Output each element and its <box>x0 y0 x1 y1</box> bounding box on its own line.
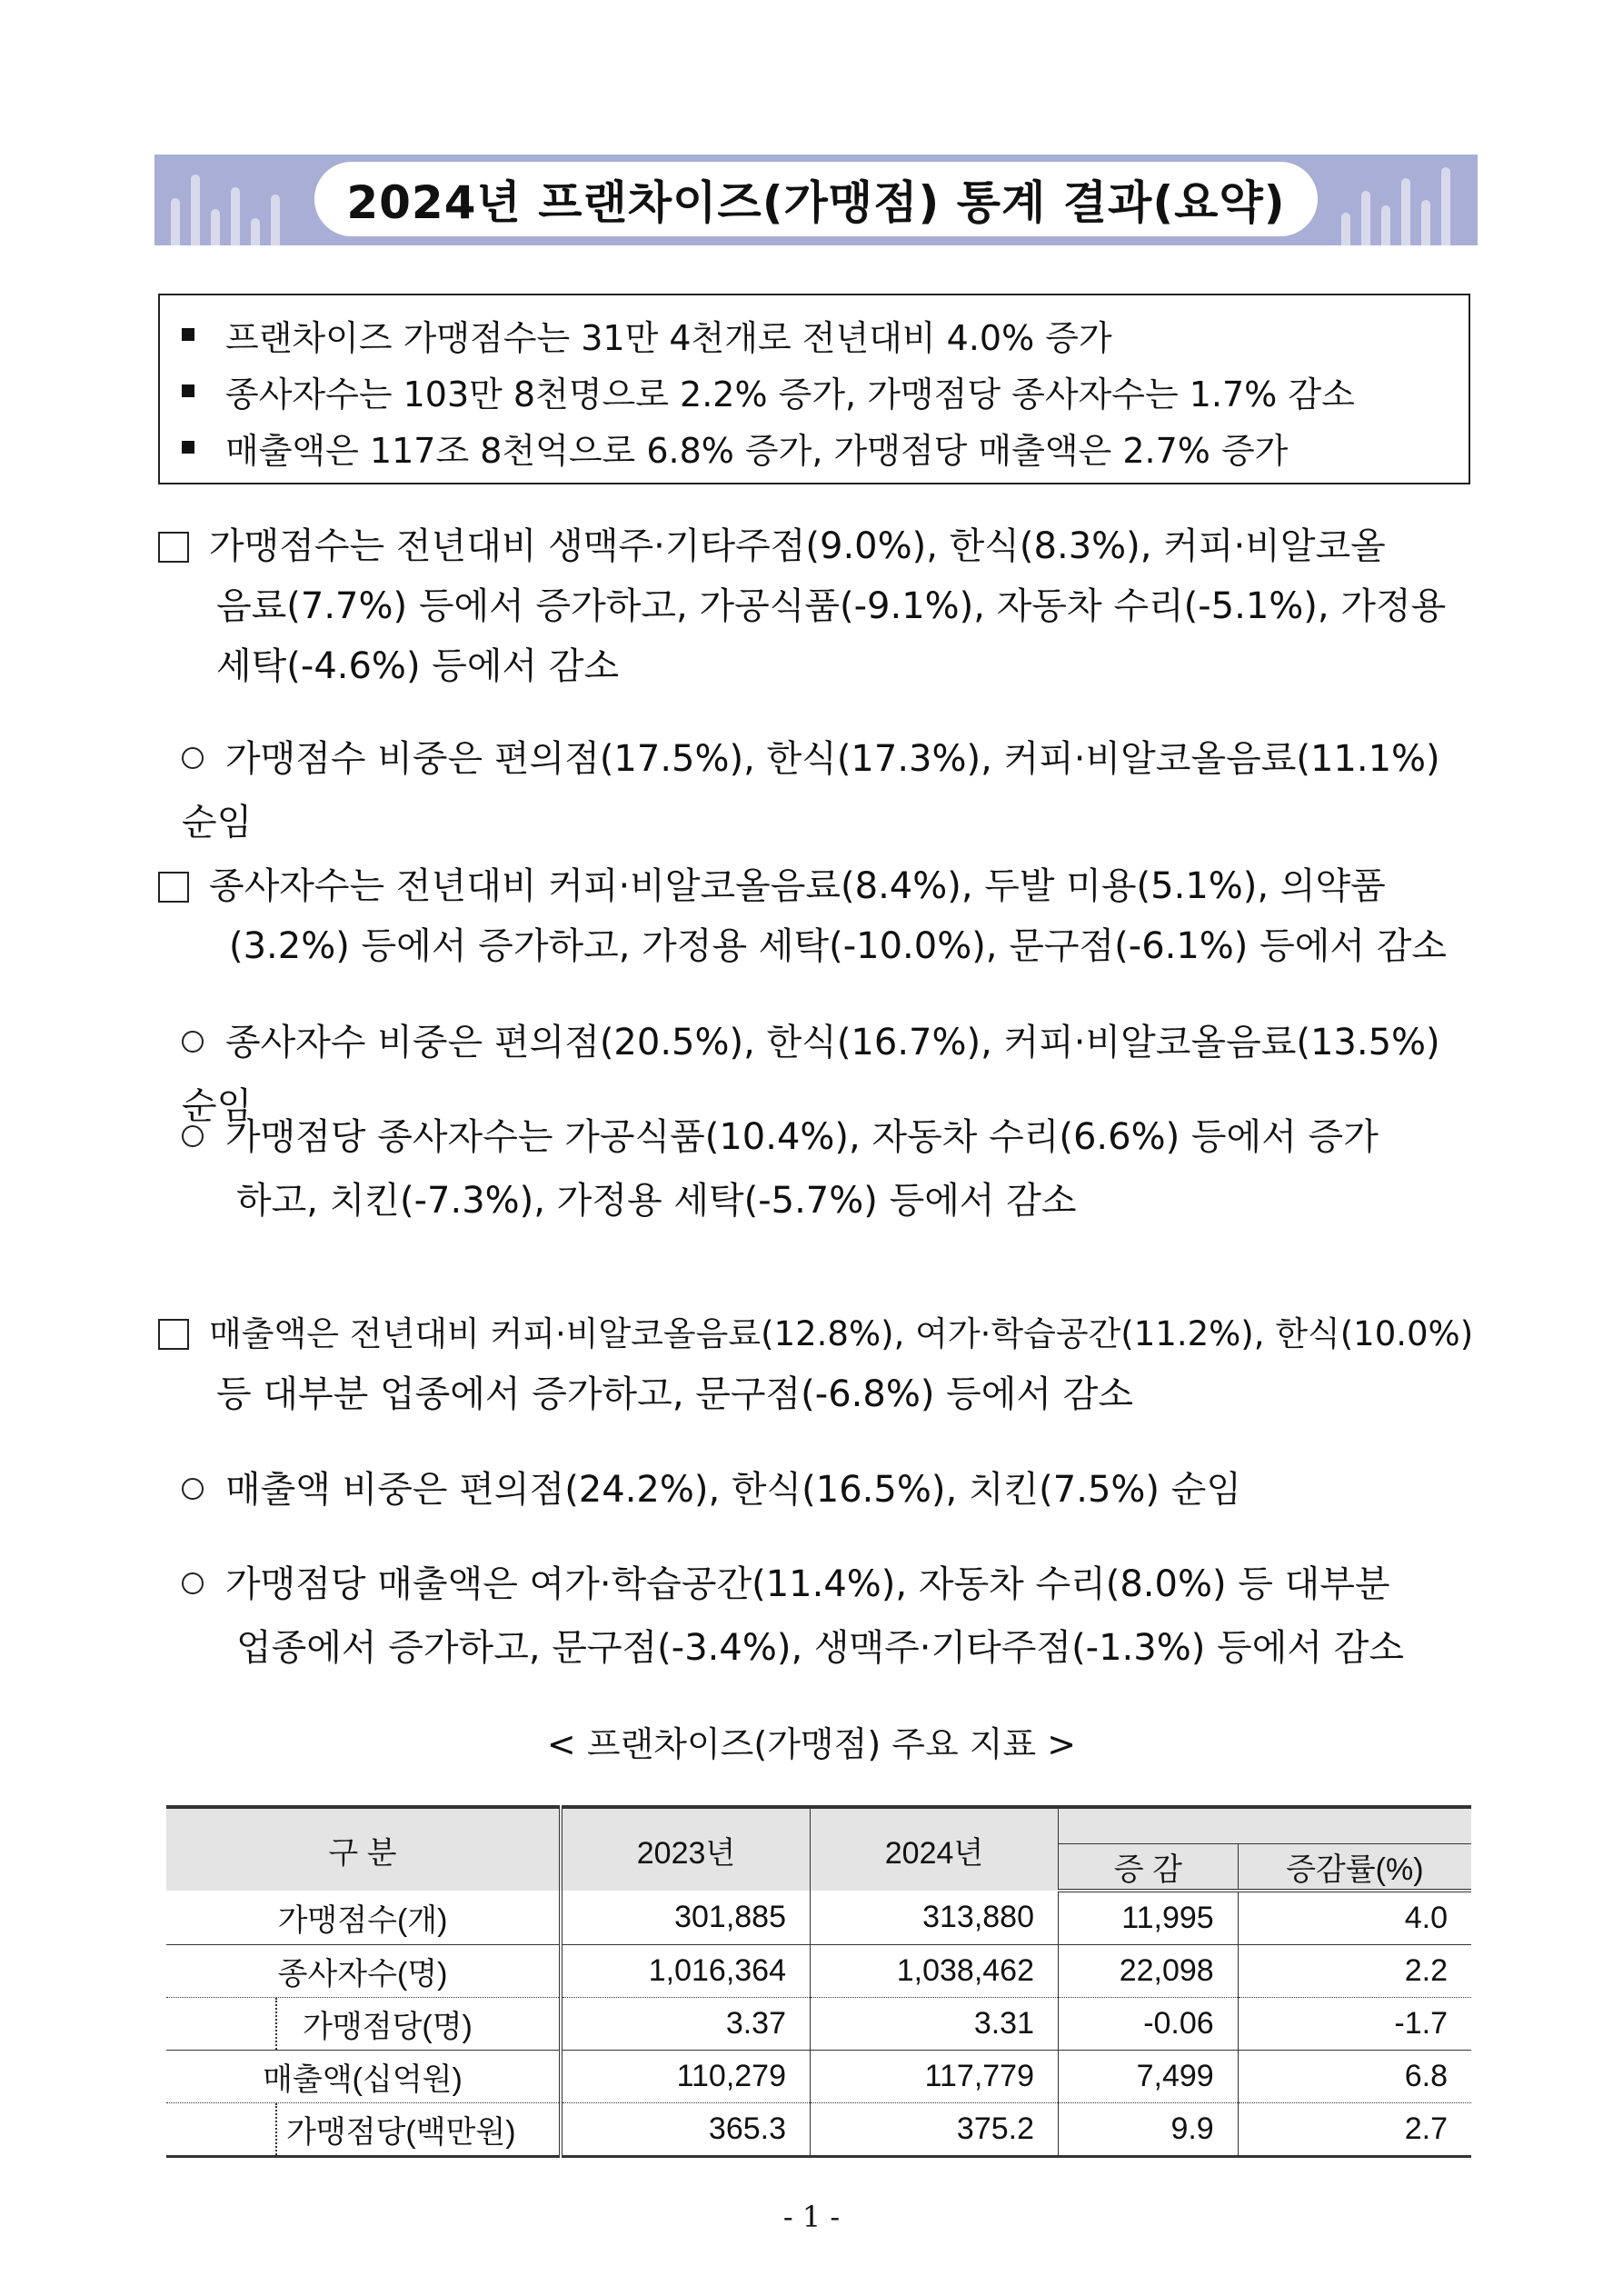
circle-bullet-icon <box>182 1572 204 1594</box>
checkbox-square-icon <box>158 1319 189 1350</box>
title-pill <box>314 162 1318 236</box>
header-change: 증 감 <box>1059 1844 1239 1892</box>
section-3-paragraph: 매출액은 전년대비 커피·비알코올음료(12.8%), 여가·학습공간(11.2%), 한식(10.0%) 등 대부분 업종에서 증가하고, 문구점(-6.8%) 등에서 감소 <box>158 1303 1476 1424</box>
table-row: 가맹점수(개) 301,885 313,880 11,995 4.0 <box>166 1891 1471 1945</box>
section-2-sub-2: 가맹점당 종사자수는 가공식품(10.4%), 자동차 수리(6.6%) 등에서 증가 하고, 치킨(-7.3%), 가정용 세탁(-5.7%) 등에서 감소 <box>182 1105 1476 1233</box>
section-1-paragraph: 가맹점수는 전년대비 생맥주·기타주점(9.0%), 한식(8.3%), 커피·비알코올 음료(7.7%) 등에서 증가하고, 가공식품(-9.1%), 자동차 수리(-5.1%), 가정용 세탁(-4.6%) 등에서 감소 <box>158 516 1476 696</box>
circle-bullet-icon <box>182 747 204 769</box>
header-2024: 2024년 <box>811 1807 1059 1891</box>
indicator-table <box>166 1805 1471 2158</box>
circle-bullet-icon <box>182 1125 204 1147</box>
summary-item: 종사자수는 103만 8천명으로 2.2% 증가, 가맹점당 종사자수는 1.7% 감소 <box>182 363 1469 419</box>
header-change-rate: 증감률(%) <box>1238 1844 1471 1892</box>
section-2-sub-1: 종사자수 비중은 편의점(20.5%), 한식(16.7%), 커피·비알코올음료(13.5%) 순임 <box>182 1022 1440 1127</box>
table-row: 가맹점당(백만원) 365.3 375.2 9.9 2.7 <box>166 2103 1471 2157</box>
circle-bullet-icon <box>182 1031 204 1053</box>
section-3-sub-2: 가맹점당 매출액은 여가·학습공간(11.4%), 자동차 수리(8.0%) 등 대부분 업종에서 증가하고, 문구점(-3.4%), 생맥주·기타주점(-1.3%) 등에서 감소 <box>182 1552 1476 1680</box>
section-3-sub-1: 매출액 비중은 편의점(24.2%), 한식(16.5%), 치킨(7.5%) 순임 <box>182 1458 1476 1522</box>
summary-box <box>158 294 1470 484</box>
checkbox-square-icon <box>158 532 189 563</box>
table-row: 매출액(십억원) 110,279 117,779 7,499 6.8 <box>166 2051 1471 2103</box>
circle-bullet-icon <box>182 1478 204 1500</box>
header-gubun: 구 분 <box>166 1807 561 1891</box>
checkbox-square-icon <box>158 872 189 903</box>
table-row: 가맹점당(명) 3.37 3.31 -0.06 -1.7 <box>166 1998 1471 2051</box>
square-bullet-icon <box>182 328 194 341</box>
page-title: 2024년 프랜차이즈(가맹점) 통계 결과(요약) <box>346 176 1286 229</box>
summary-item: 프랜차이즈 가맹점수는 31만 4천개로 전년대비 4.0% 증가 <box>182 306 1469 363</box>
header-group-blank <box>1059 1807 1472 1844</box>
table-caption: < 프랜차이즈(가맹점) 주요 지표 > <box>546 1724 1077 1764</box>
title-banner <box>154 155 1478 245</box>
table-row: 종사자수(명) 1,016,364 1,038,462 22,098 2.2 <box>166 1945 1471 1998</box>
square-bullet-icon <box>182 384 194 397</box>
section-2-paragraph: 종사자수는 전년대비 커피·비알코올음료(8.4%), 두발 미용(5.1%), 의약품 (3.2%) 등에서 증가하고, 가정용 세탁(-10.0%), 문구점(-6.1%) 등에서 감소 <box>158 856 1476 976</box>
square-bullet-icon <box>182 441 194 454</box>
banner-decoration-right <box>1323 155 1478 245</box>
section-1-sub-1: 가맹점수 비중은 편의점(17.5%), 한식(17.3%), 커피·비알코올음료(11.1%) 순임 <box>182 738 1440 844</box>
summary-item: 매출액은 117조 8천억으로 6.8% 증가, 가맹점당 매출액은 2.7% 증가 <box>182 419 1469 475</box>
banner-decoration-left <box>154 155 309 245</box>
page-number: - 1 - <box>782 2200 841 2234</box>
header-2023: 2023년 <box>561 1807 811 1891</box>
